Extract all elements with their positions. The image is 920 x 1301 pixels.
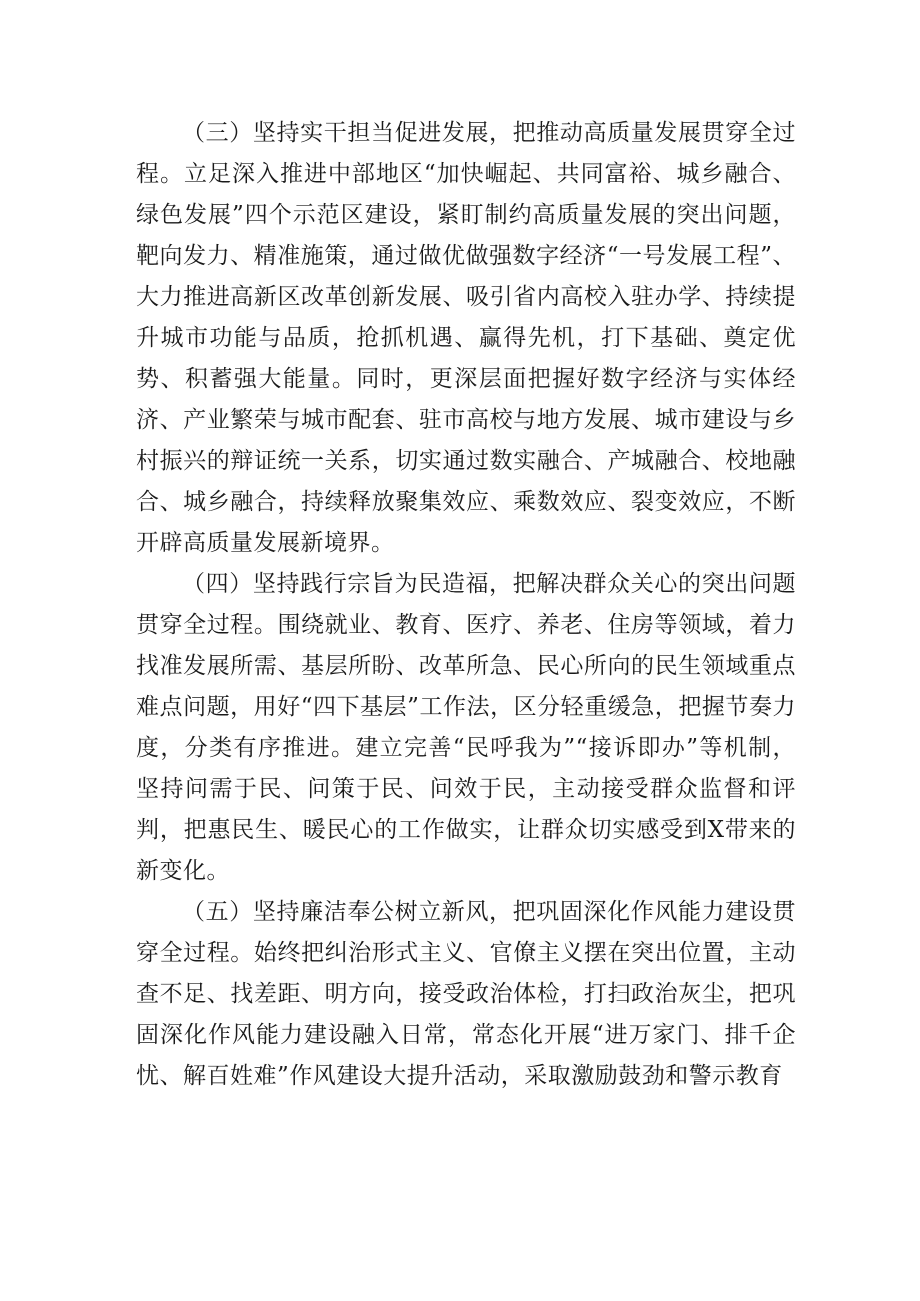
paragraph-section-five: （五）坚持廉洁奉公树立新风，把巩固深化作风能力建设贯穿全过程。始终把纠治形式主义、官僚主义摆在突出位置，主动查不足、找差距、明方向，接受政治体检，打扫政治灰尘，把巩固深化作风能力建设融入日常，常态化开展“进万家门、排千企忧、解百姓难”作风建设大提升活动，采取激励鼓劲和警示教育 [136, 899, 796, 1089]
paragraph-section-four: （四）坚持践行宗旨为民造福，把解决群众关心的突出问题贯穿全过程。围绕就业、教育、医疗、养老、住房等领域，着力找准发展所需、基层所盼、改革所急、民心所向的民生领域重点难点问题，用好“四下基层”工作法，区分轻重缓急，把握节奏力度，分类有序推进。建立完善“民呼我为”“接诉即办”等机制，坚持问需于民、问策于民、问效于民，主动接受群众监督和评判，把惠民生、暖民心的工作做实，让群众切实感受到X带来的新变化。 [136, 571, 796, 884]
document-body [136, 113, 796, 1097]
paragraph-section-three: （三）坚持实干担当促进发展，把推动高质量发展贯穿全过程。立足深入推进中部地区“加快崛起、共同富裕、城乡融合、绿色发展”四个示范区建设，紧盯制约高质量发展的突出问题，靶向发力、精准施策，通过做优做强数字经济“一号发展工程”、大力推进高新区改革创新发展、吸引省内高校入驻办学、持续提升城市功能与品质，抢抓机遇、赢得先机，打下基础、奠定优势、积蓄强大能量。同时，更深层面把握好数字经济与实体经济、产业繁荣与城市配套、驻市高校与地方发展、城市建设与乡村振兴的辩证统一关系，切实通过数实融合、产城融合、校地融合、城乡融合，持续释放聚集效应、乘数效应、裂变效应，不断开辟高质量发展新境界。 [136, 120, 796, 556]
